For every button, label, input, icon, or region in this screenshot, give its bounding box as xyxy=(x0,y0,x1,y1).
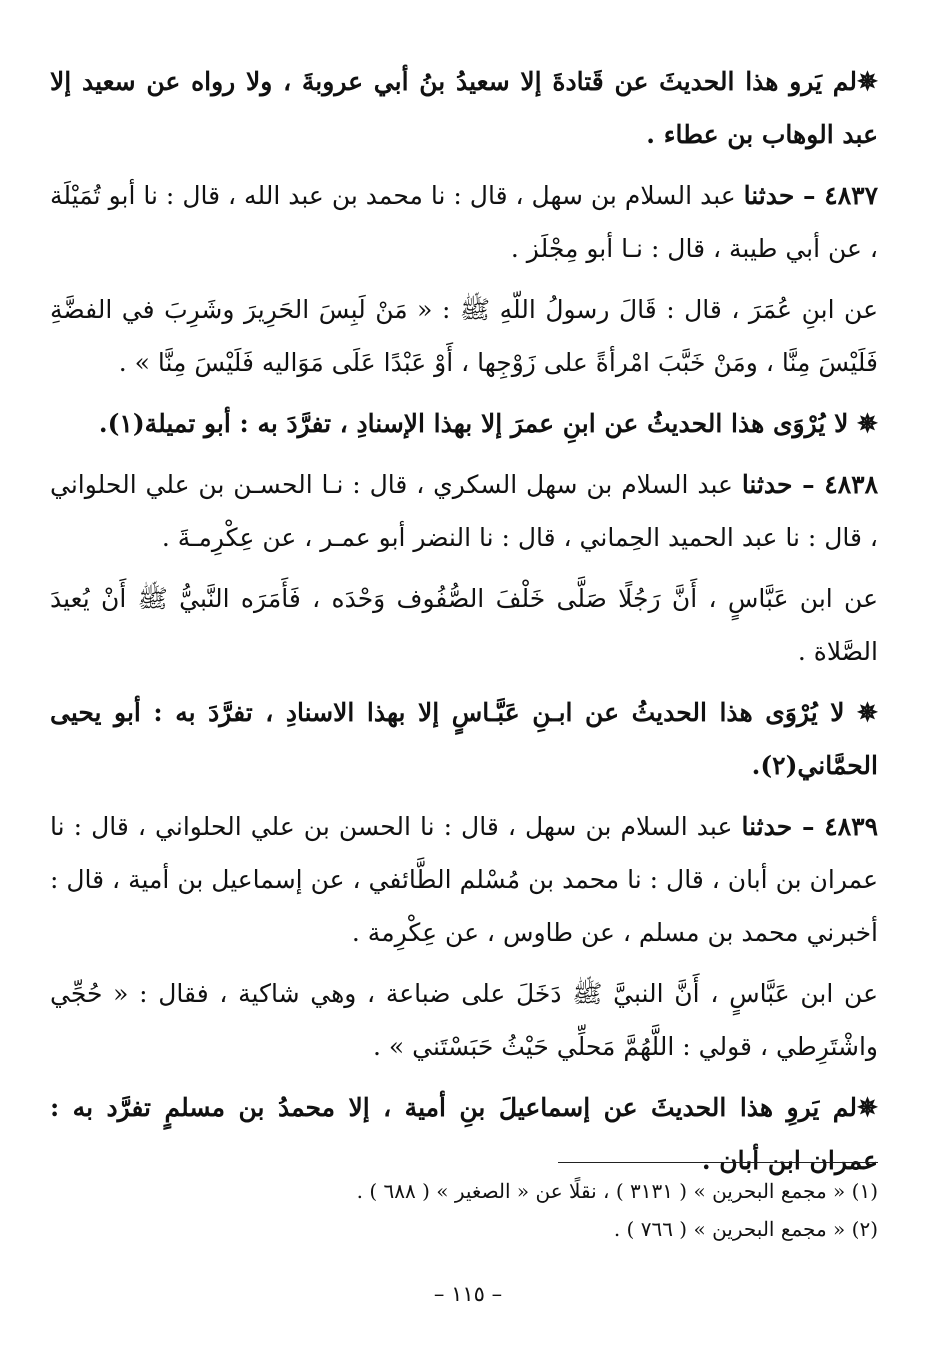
hadith-number: ٤٨٣٨ – حدثنا xyxy=(741,470,878,499)
page-number: – ١١٥ – xyxy=(433,1282,503,1306)
paragraph-7: ✵ لا يُرْوَى هذا الحديثُ عن ابـنِ عَبَّـاسٍ إلا بهذا الاسنادِ ، تفرَّدَ به : أبو يحيى الحمَّاني(٢). xyxy=(50,698,878,780)
paragraph-4: ✵ لا يُرْوَى هذا الحديثُ عن ابنِ عمرَ إلا بهذا الإسنادِ ، تفرَّدَ به : أبو تميلة(١). xyxy=(98,409,878,438)
paragraph-2 xyxy=(50,169,878,275)
paragraph-text: عبد السلام بن سهل السكري ، قال : نـا الحسـن بن علي الحلواني ، قال : نا عبد الحميد الحِماني ، قال : نا النضر أبو عمـر ، عن عِكْرِمـةَ . xyxy=(50,470,878,552)
footnotes xyxy=(50,1172,878,1248)
paragraph-3: عن ابنِ عُمَرَ ، قال : قَالَ رسولُ اللّهِ ﷺ : « مَنْ لَبِسَ الحَرِيرَ وشَرِبَ في الفضَّةِ فَلَيْسَ مِنَّا ، ومَنْ خَبَّبَ امْرأةً على زَوْجِها ، أَوْ عَبْدًا عَلَى مَوَاليه فَلَيْسَ مِنَّا » . xyxy=(50,295,878,377)
footnote-divider xyxy=(558,1162,878,1163)
paragraph-6: عن ابن عَبَّاسٍ ، أَنَّ رَجُلًا صَلَّى خَلْفَ الصُّفُوف وَحْدَه ، فَأَمَرَه النَّبيُّ ﷺ أَنْ يُعيدَ الصَّلاة . xyxy=(50,584,878,666)
paragraph-10: ✵لم يَروِ هذا الحديثَ عن إسماعيلَ بنِ أمية ، إلا محمدُ بن مسلمٍ تفرَّد به : عمران ابن أبان . xyxy=(50,1093,878,1175)
hadith-number: ٤٨٣٧ – حدثنا xyxy=(743,181,879,210)
paragraph-1: ✵لم يَرو هذا الحديثَ عن قَتادةَ إلا سعيدُ بنُ أبي عروبةَ ، ولا رواه عن سعيد إلا عبد الوهاب بن عطاء . xyxy=(50,67,878,149)
hadith-number: ٤٨٣٩ – حدثنا xyxy=(741,812,878,841)
footnote-2: (٢) « مجمع البحرين » ( ٧٦٦ ) . xyxy=(613,1217,878,1241)
paragraph-9: عن ابن عَبَّاسٍ ، أَنَّ النبيَّ ﷺ دَخَلَ على ضباعة ، وهي شاكية ، فقال : « حُجِّي واشْتَرِطي ، قولي : اللَّهُمَّ مَحلِّي حَيْثُ حَبَسْتَني » . xyxy=(50,979,878,1061)
paragraph-5 xyxy=(50,458,878,564)
paragraph-text: عبد السلام بن سهل ، قال : نا محمد بن عبد الله ، قال : نا أبو تُمَيْلَة ، عن أبي طيبة ، قال : نـا أبو مِجْلَز . xyxy=(50,181,878,263)
paragraph-text: عبد السلام بن سهل ، قال : نا الحسن بن علي الحلواني ، قال : نا عمران بن أبان ، قال : نا محمد بن مُسْلم الطَّائفي ، عن إسماعيل بن أمية ، قال : أخبرني محمد بن مسلم ، عن طاوس ، عن عِكْرِمة . xyxy=(50,812,878,947)
footnote-1: (١) « مجمع البحرين » ( ٣١٣١ ) ، نقلًا عن « الصغير » ( ٦٨٨ ) . xyxy=(356,1179,878,1203)
paragraph-8 xyxy=(50,800,878,959)
main-text xyxy=(50,55,878,1195)
